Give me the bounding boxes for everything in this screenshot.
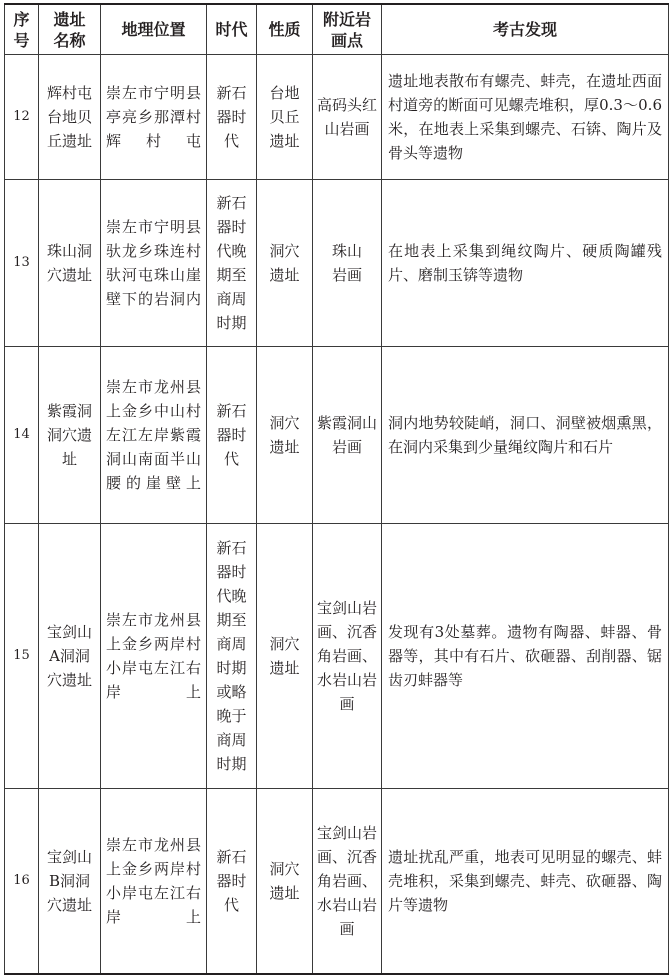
findings-cell: 在地表上采集到绳纹陶片、硬质陶罐残片、磨制玉锛等遗物 <box>382 180 669 347</box>
seq-cell: 16 <box>5 789 39 975</box>
period-cell: 新石器时代晚期至商周时期 <box>207 180 257 347</box>
header-nearby-rock-art: 附近岩画点 <box>313 4 382 55</box>
nature-cell: 洞穴遗址 <box>257 789 313 975</box>
table-header-row <box>5 4 669 55</box>
header-location: 地理位置 <box>101 4 207 55</box>
location-cell: 崇左市龙州县上金乡两岸村小岸屯左江右岸上 <box>101 524 207 789</box>
findings-cell: 洞内地势较陡峭，洞口、洞壁被烟熏黑，在洞内采集到少量绳纹陶片和石片 <box>382 347 669 524</box>
site-name-cell: 珠山洞穴遗址 <box>39 180 101 347</box>
header-period: 时代 <box>207 4 257 55</box>
seq-cell: 15 <box>5 524 39 789</box>
table-row <box>5 180 669 347</box>
archaeological-sites-table <box>4 3 669 975</box>
location-cell: 崇左市龙州县上金乡两岸村小岸屯左江右岸上 <box>101 789 207 975</box>
site-name-cell: 宝剑山A洞洞穴遗址 <box>39 524 101 789</box>
nature-cell: 洞穴遗址 <box>257 180 313 347</box>
findings-cell: 遗址地表散布有螺壳、蚌壳，在遗址西面村道旁的断面可见螺壳堆积，厚0.3～0.6米，在地表上采集到螺壳、石锛、陶片及骨头等遗物 <box>382 55 669 180</box>
table-row <box>5 347 669 524</box>
table-row <box>5 524 669 789</box>
rock-art-cell: 宝剑山岩画、沉香角岩画、水岩山岩画 <box>313 524 382 789</box>
site-name-cell: 紫霞洞洞穴遗址 <box>39 347 101 524</box>
nature-cell: 台地贝丘遗址 <box>257 55 313 180</box>
period-cell: 新石器时代晚期至商周时期或略晚于商周时期 <box>207 524 257 789</box>
site-name-cell: 辉村屯台地贝丘遗址 <box>39 55 101 180</box>
rock-art-cell: 珠山岩画 <box>313 180 382 347</box>
seq-cell: 14 <box>5 347 39 524</box>
findings-cell: 遗址扰乱严重，地表可见明显的螺壳、蚌壳堆积，采集到螺壳、蚌壳、砍砸器、陶片等遗物 <box>382 789 669 975</box>
rock-art-cell: 宝剑山岩画、沉香角岩画、水岩山岩画 <box>313 789 382 975</box>
table-row <box>5 789 669 975</box>
header-site-name: 遗址名称 <box>39 4 101 55</box>
seq-cell: 12 <box>5 55 39 180</box>
header-findings: 考古发现 <box>382 4 669 55</box>
period-cell: 新石器时代 <box>207 55 257 180</box>
location-cell: 崇左市龙州县上金乡中山村左江左岸紫霞洞山南面半山腰的崖壁上 <box>101 347 207 524</box>
seq-cell: 13 <box>5 180 39 347</box>
header-nature: 性质 <box>257 4 313 55</box>
period-cell: 新石器时代 <box>207 789 257 975</box>
nature-cell: 洞穴遗址 <box>257 524 313 789</box>
rock-art-cell: 高码头红山岩画 <box>313 55 382 180</box>
location-cell: 崇左市宁明县驮龙乡珠连村驮河屯珠山崖壁下的岩洞内 <box>101 180 207 347</box>
header-seq: 序号 <box>5 4 39 55</box>
location-cell: 崇左市宁明县亭亮乡那潭村辉村屯 <box>101 55 207 180</box>
site-name-cell: 宝剑山B洞洞穴遗址 <box>39 789 101 975</box>
nature-cell: 洞穴遗址 <box>257 347 313 524</box>
period-cell: 新石器时代 <box>207 347 257 524</box>
rock-art-cell: 紫霞洞山岩画 <box>313 347 382 524</box>
table-row <box>5 55 669 180</box>
findings-cell: 发现有3处墓葬。遗物有陶器、蚌器、骨器等，其中有石片、砍砸器、刮削器、锯齿刃蚌器等 <box>382 524 669 789</box>
